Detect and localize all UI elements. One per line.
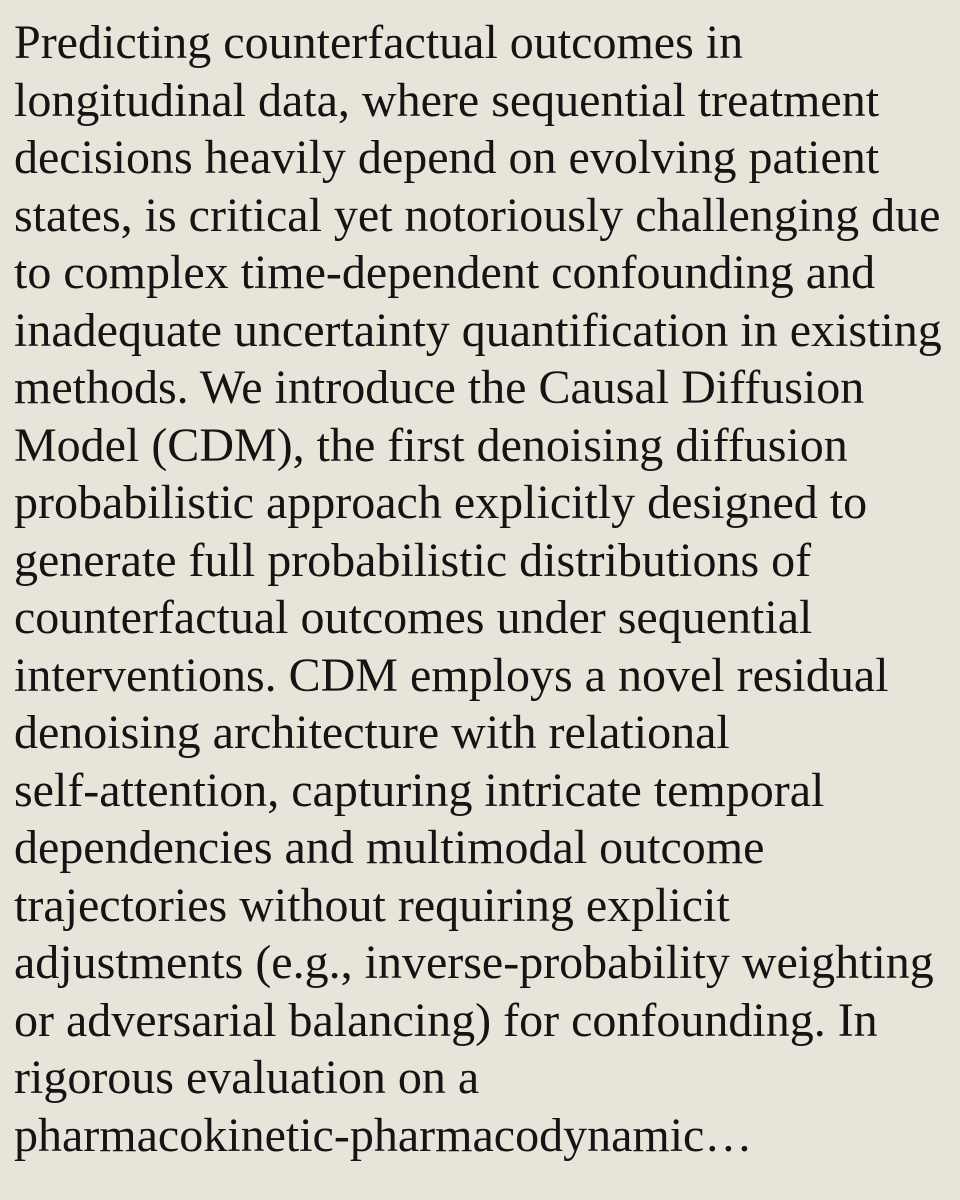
abstract-line: to complex time-dependent confounding and: [14, 246, 876, 299]
abstract-line: dependencies and multimodal outcome: [14, 821, 765, 874]
abstract-line: interventions. CDM employs a novel residual: [14, 648, 889, 702]
abstract-line: Model (CDM), the first denoising diffusion: [14, 418, 848, 472]
abstract-line: decisions heavily depend on evolving patient: [14, 131, 880, 184]
abstract-line: rigorous evaluation on a: [14, 1051, 480, 1104]
abstract-line: counterfactual outcomes under sequential: [14, 591, 813, 644]
abstract-line: adjustments (e.g., inverse-probability weighting: [14, 936, 934, 989]
abstract-line: Predicting counterfactual outcomes in: [14, 16, 744, 69]
abstract-line: methods. We introduce the Causal Diffusion: [14, 361, 865, 414]
abstract-line: trajectories without requiring explicit: [14, 878, 730, 932]
abstract-line: inadequate uncertainty quantification in existing: [14, 303, 942, 357]
abstract-line: states, is critical yet notoriously challenging due: [14, 188, 941, 242]
abstract-line: self-attention, capturing intricate temporal: [14, 763, 825, 817]
abstract-line: or adversarial balancing) for confounding. In: [14, 993, 878, 1047]
abstract-text: [14, 14, 952, 1164]
abstract-line: denoising architecture with relational: [14, 706, 730, 759]
abstract-line: pharmacokinetic-pharmacodynamic…: [14, 1108, 753, 1162]
abstract-line: generate full probabilistic distributions of: [14, 533, 812, 587]
abstract-line: longitudinal data, where sequential treatment: [14, 73, 880, 127]
abstract-line: probabilistic approach explicitly designed to: [14, 476, 868, 529]
